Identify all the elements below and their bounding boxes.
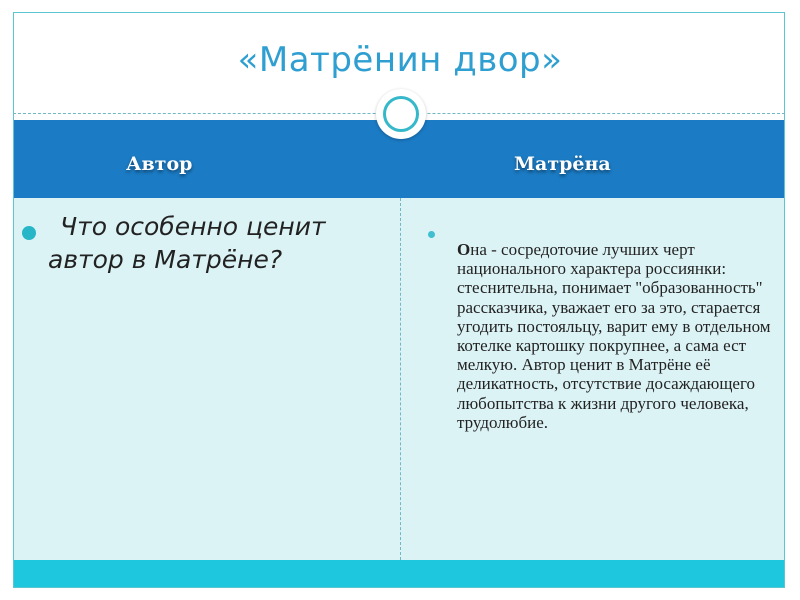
slide-title: «Матрёнин двор» <box>237 40 563 80</box>
header-matryona: Матрёна <box>514 153 611 175</box>
right-cell-answer <box>457 240 777 432</box>
circle-ornament-icon <box>376 89 426 139</box>
bullet-dot-icon <box>22 226 36 240</box>
column-divider <box>400 198 401 560</box>
left-cell-question: Что особенно ценит автор в Матрёне? <box>48 212 326 274</box>
answer-body: на - сосредоточие лучших черт национального характера россиянки: стеснительна, понимает "образованность" рассказчика, уважает его за это, старается угодить постояльцу, варит ему в отдельном котелке картошку покрупнее, а сама ест мелкую. Автор ценит в Матрёне её деликатность, отсутствие досаждающего любопытства к жизни другого человека, трудолюбие. <box>457 240 771 432</box>
answer-lead-letter: О <box>457 240 471 259</box>
bullet-dot-icon <box>428 231 435 238</box>
header-author: Автор <box>126 153 193 175</box>
table-bottom-bar <box>14 560 784 587</box>
circle-ornament-ring <box>383 96 419 132</box>
